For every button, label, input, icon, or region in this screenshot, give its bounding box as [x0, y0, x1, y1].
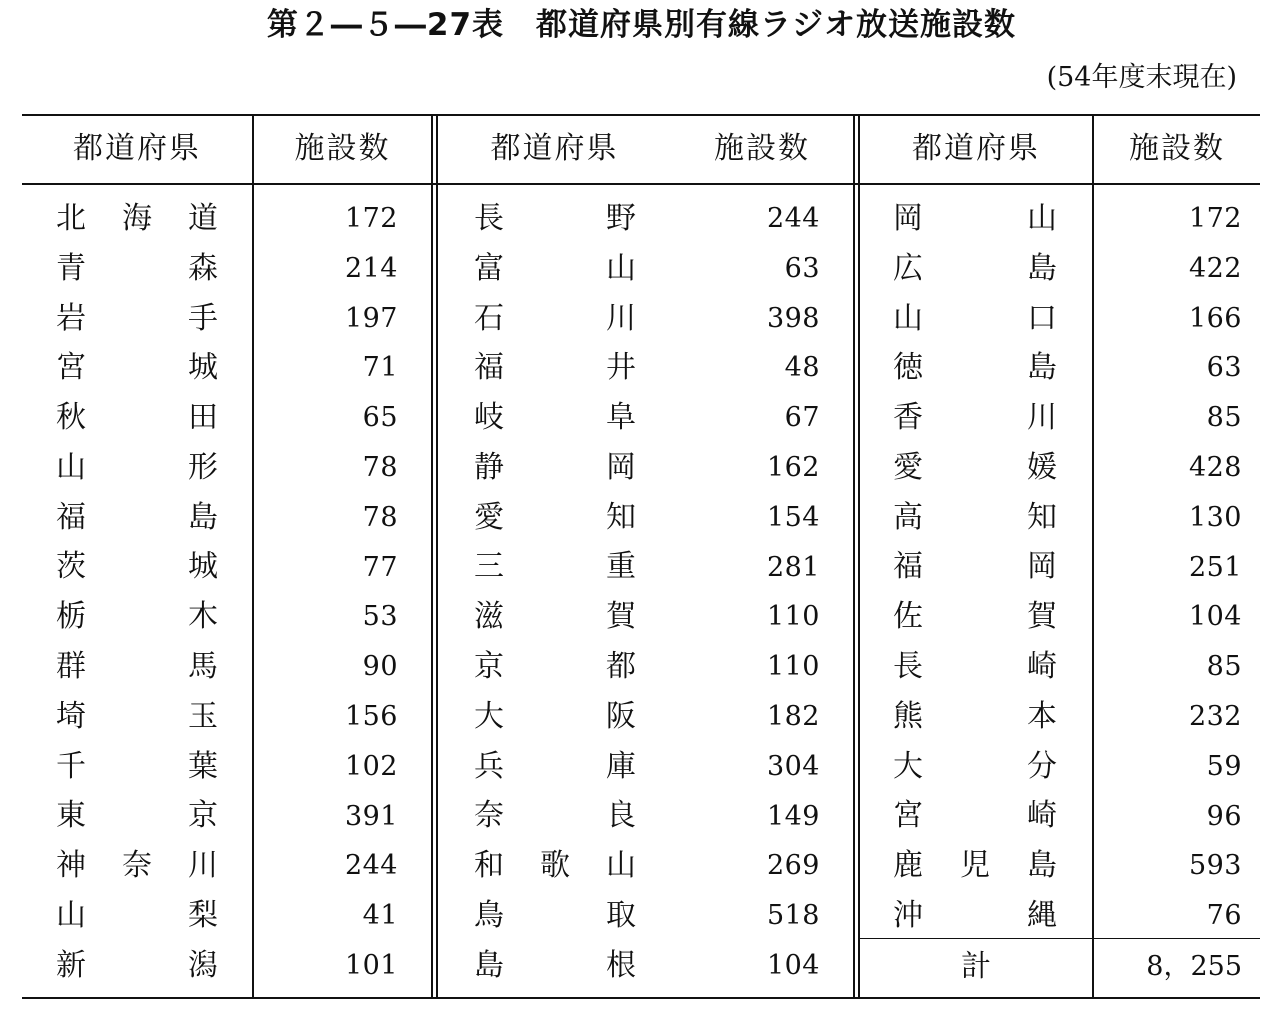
- prefecture-name: 兵 庫: [474, 748, 636, 784]
- prefecture-name: 徳 島: [893, 350, 1057, 386]
- table-title: 第２―５―27表 都道府県別有線ラジオ放送施設数: [266, 7, 1017, 43]
- facility-count: 391: [344, 800, 398, 832]
- facility-count: 110: [766, 601, 820, 633]
- prefecture-name: 群 馬: [56, 649, 218, 685]
- prefecture-name: 山 梨: [56, 898, 218, 934]
- count-column: [680, 194, 820, 991]
- facility-count: 428: [1188, 451, 1242, 483]
- facility-count: 85: [1206, 651, 1242, 683]
- prefecture-name: 千 葉: [56, 748, 218, 784]
- header-rule: [22, 183, 1260, 185]
- group-divider: [858, 114, 860, 997]
- header-facility-count: 施設数: [714, 131, 810, 166]
- facility-count: 63: [1206, 352, 1242, 384]
- prefecture-name: 滋 賀: [474, 599, 636, 635]
- count-column: [260, 194, 398, 991]
- prefecture-name: 鳥 取: [474, 898, 636, 934]
- header-prefecture: 都道府県: [490, 131, 619, 166]
- facility-count: 71: [362, 352, 398, 384]
- facility-count: 76: [1206, 900, 1242, 932]
- facility-count: 182: [766, 700, 820, 732]
- header-prefecture: 都道府県: [912, 131, 1040, 166]
- table-subtitle: (54年度末現在): [1046, 62, 1237, 93]
- column-divider: [252, 114, 254, 997]
- facility-count: 78: [362, 451, 398, 483]
- facility-count: 518: [766, 900, 820, 932]
- prefecture-name: 東 京: [56, 798, 218, 834]
- prefecture-column: [56, 194, 218, 991]
- facility-count: 154: [766, 501, 820, 533]
- prefecture-name: 秋 田: [56, 400, 218, 436]
- facility-count: 96: [1206, 800, 1242, 832]
- total-label: 計: [961, 949, 991, 984]
- facility-count: 63: [784, 252, 820, 284]
- prefecture-name: 宮 崎: [893, 798, 1057, 834]
- prefecture-name: 奈 良: [474, 798, 636, 834]
- total-value: 8，255: [1146, 951, 1242, 982]
- facility-count: 172: [1188, 203, 1242, 234]
- facility-count: 65: [362, 402, 398, 434]
- prefecture-name: 岡 山: [893, 200, 1057, 236]
- prefecture-name: 山 口: [893, 300, 1057, 336]
- facility-count: 59: [1206, 750, 1242, 782]
- prefecture-name: 佐 賀: [893, 599, 1057, 635]
- prefecture-name: 石 川: [474, 300, 636, 336]
- facility-count: 593: [1188, 850, 1242, 882]
- bottom-rule: [22, 997, 1260, 999]
- facility-count: 166: [1188, 302, 1242, 334]
- facility-count: 304: [766, 750, 820, 782]
- facility-count: 214: [344, 252, 398, 284]
- prefecture-name: 栃 木: [56, 599, 218, 635]
- prefecture-name: 埼 玉: [56, 698, 218, 734]
- facility-count: 104: [766, 949, 820, 981]
- prefecture-name: 福 岡: [893, 549, 1057, 585]
- facility-count: 101: [344, 949, 398, 981]
- prefecture-name: 長 野: [474, 200, 636, 236]
- facility-count: 48: [784, 352, 820, 384]
- prefecture-name: 茨 城: [56, 549, 218, 585]
- facility-count: 90: [362, 651, 398, 683]
- header-facility-count: 施設数: [1129, 131, 1225, 166]
- facility-count: 41: [362, 900, 398, 932]
- facility-count: 53: [362, 601, 398, 633]
- prefecture-name: 大 阪: [474, 698, 636, 734]
- prefecture-name: 神 奈 川: [56, 848, 218, 884]
- group-divider: [431, 114, 433, 997]
- prefecture-name: 香 川: [893, 400, 1057, 436]
- prefecture-name: 鹿 児 島: [893, 848, 1057, 884]
- facility-count: 156: [344, 700, 398, 732]
- prefecture-column: [893, 194, 1057, 941]
- prefecture-name: 熊 本: [893, 698, 1057, 734]
- prefecture-column: [474, 194, 636, 991]
- prefecture-name: 北 海 道: [56, 200, 218, 236]
- prefecture-name: 高 知: [893, 499, 1057, 535]
- facility-count: 244: [766, 203, 820, 234]
- facility-count: 232: [1188, 700, 1242, 732]
- facility-count: 104: [1188, 601, 1242, 633]
- count-column: [1098, 194, 1242, 941]
- prefecture-name: 新 潟: [56, 947, 218, 983]
- prefecture-name: 島 根: [474, 947, 636, 983]
- prefecture-name: 愛 媛: [893, 449, 1057, 485]
- facility-count: 67: [784, 402, 820, 434]
- prefecture-name: 岐 阜: [474, 400, 636, 436]
- facility-count: 281: [766, 551, 820, 583]
- facility-count: 244: [344, 850, 398, 882]
- prefecture-name: 三 重: [474, 549, 636, 585]
- facility-count: 172: [344, 203, 398, 234]
- facility-count: 269: [766, 850, 820, 882]
- prefecture-name: 広 島: [893, 250, 1057, 286]
- prefecture-name: 京 都: [474, 649, 636, 685]
- prefecture-name: 富 山: [474, 250, 636, 286]
- facility-count: 162: [766, 451, 820, 483]
- facility-count: 149: [766, 800, 820, 832]
- prefecture-name: 福 島: [56, 499, 218, 535]
- prefecture-name: 沖 縄: [893, 898, 1057, 934]
- column-divider: [1092, 114, 1094, 997]
- facility-count: 110: [766, 651, 820, 683]
- prefecture-name: 青 森: [56, 250, 218, 286]
- prefecture-name: 静 岡: [474, 449, 636, 485]
- facility-count: 422: [1188, 252, 1242, 284]
- facility-count: 85: [1206, 402, 1242, 434]
- prefecture-name: 和 歌 山: [474, 848, 636, 884]
- prefecture-name: 山 形: [56, 449, 218, 485]
- header-facility-count: 施設数: [294, 131, 391, 166]
- prefecture-name: 愛 知: [474, 499, 636, 535]
- facility-count: 77: [362, 551, 398, 583]
- group-divider: [436, 114, 438, 997]
- prefecture-name: 宮 城: [56, 350, 218, 386]
- prefecture-name: 大 分: [893, 748, 1057, 784]
- facility-count: 197: [344, 302, 398, 334]
- facility-count: 102: [344, 750, 398, 782]
- facility-count: 251: [1188, 551, 1242, 583]
- facility-count: 78: [362, 501, 398, 533]
- header-prefecture: 都道府県: [73, 131, 201, 166]
- facility-count: 398: [766, 302, 820, 334]
- group-divider: [853, 114, 855, 997]
- prefecture-name: 長 崎: [893, 649, 1057, 685]
- prefecture-name: 岩 手: [56, 300, 218, 336]
- facility-count: 130: [1188, 501, 1242, 533]
- prefecture-name: 福 井: [474, 350, 636, 386]
